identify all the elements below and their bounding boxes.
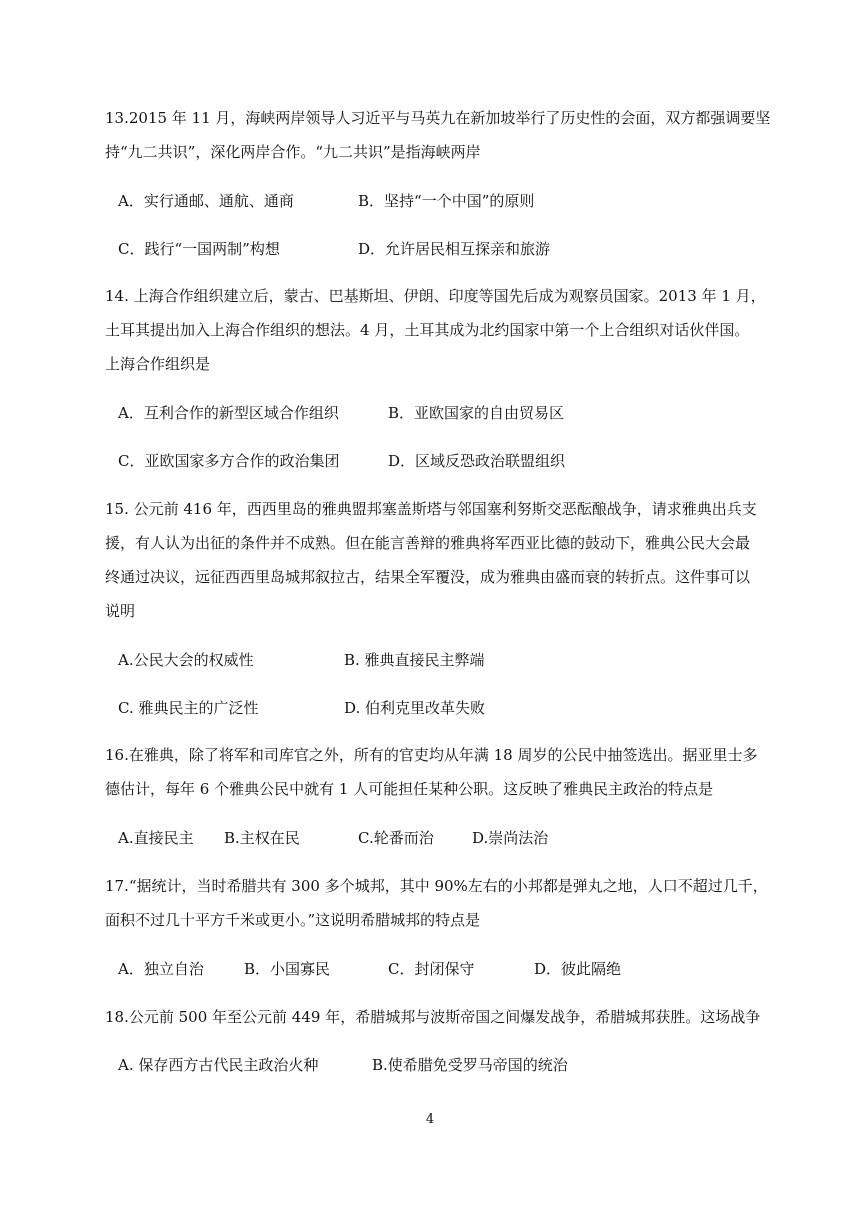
- q16-option-b: B.主权在民: [224, 829, 300, 847]
- q14-option-b: B．亚欧国家的自由贸易区: [388, 404, 565, 422]
- q15-option-d: D. 伯利克里改革失败: [344, 699, 486, 717]
- q14-stem-line-2: 土耳其提出加入上海合作组织的想法。4 月，土耳其成为北约国家中第一个上合组织对话伙伴国。: [105, 321, 750, 339]
- q13-stem-line-2: 持“九二共识”，深化两岸合作。“九二共识”是指海峡两岸: [105, 143, 481, 161]
- q17-stem-line-2: 面积不过几十平方千米或更小。”这说明希腊城邦的特点是: [105, 911, 481, 929]
- q14-stem-line-3: 上海合作组织是: [105, 355, 211, 373]
- q15-stem-line-4: 说明: [105, 602, 136, 620]
- q13-option-a: A．实行通邮、通航、通商: [118, 192, 294, 210]
- q16-option-a: A.直接民主: [118, 829, 194, 847]
- q17-option-c: C．封闭保守: [388, 960, 475, 978]
- q17-stem-line-1: 17.“据统计，当时希腊共有 300 多个城邦，其中 90%左右的小邦都是弹丸之地，人口不超过几千，: [105, 877, 768, 895]
- q17-option-a: A．独立自治: [118, 960, 204, 978]
- q14-option-d: D．区域反恐政治联盟组织: [388, 452, 566, 470]
- q13-option-c: C．践行“一国两制”构想: [118, 240, 280, 258]
- q18-stem-line-1: 18.公元前 500 年至公元前 449 年，希腊城邦与波斯帝国之间爆发战争，希腊城邦获胜。这场战争: [105, 1008, 761, 1026]
- q14-stem-line-1: 14. 上海合作组织建立后，蒙古、巴基斯坦、伊朗、印度等国先后成为观察员国家。2013 年 1 月，: [105, 287, 766, 305]
- q16-stem-line-1: 16.在雅典，除了将军和司库官之外，所有的官吏均从年满 18 周岁的公民中抽签选出。据亚里士多: [105, 746, 758, 764]
- q18-option-a: A. 保存西方古代民主政治火种: [118, 1056, 319, 1074]
- page-number: 4: [425, 1112, 435, 1127]
- q14-option-c: C．亚欧国家多方合作的政治集团: [118, 452, 340, 470]
- q15-stem-line-2: 援，有人认为出征的条件并不成熟。但在能言善辩的雅典将军西亚比德的鼓动下，雅典公民大会最: [105, 534, 751, 552]
- q13-option-d: D．允许居民相互探亲和旅游: [358, 240, 551, 258]
- q15-option-b: B. 雅典直接民主弊端: [344, 651, 485, 669]
- q18-option-b: B.使希腊免受罗马帝国的统治: [372, 1056, 568, 1074]
- q16-option-c: C.轮番而治: [358, 829, 434, 847]
- q14-option-a: A．互利合作的新型区域合作组织: [118, 404, 339, 422]
- q17-option-d: D．彼此隔绝: [534, 960, 622, 978]
- q13-option-b: B．坚持“一个中国”的原则: [358, 192, 535, 210]
- q15-option-c: C. 雅典民主的广泛性: [118, 699, 259, 717]
- q16-option-d: D.崇尚法治: [472, 829, 549, 847]
- q15-option-a: A.公民大会的权威性: [118, 651, 254, 669]
- q15-stem-line-1: 15. 公元前 416 年，西西里岛的雅典盟邦塞盖斯塔与邻国塞利努斯交恶酝酿战争，请求雅典出兵支: [105, 500, 757, 518]
- q13-stem-line-1: 13.2015 年 11 月，海峡两岸领导人习近平与马英九在新加坡举行了历史性的会面，双方都强调要坚: [105, 109, 771, 127]
- q15-stem-line-3: 终通过决议，远征西西里岛城邦叙拉古，结果全军覆没，成为雅典由盛而衰的转折点。这件事可以: [105, 568, 751, 586]
- q16-stem-line-2: 德估计，每年 6 个雅典公民中就有 1 人可能担任某种公职。这反映了雅典民主政治的特点是: [105, 780, 714, 798]
- q17-option-b: B．小国寡民: [244, 960, 331, 978]
